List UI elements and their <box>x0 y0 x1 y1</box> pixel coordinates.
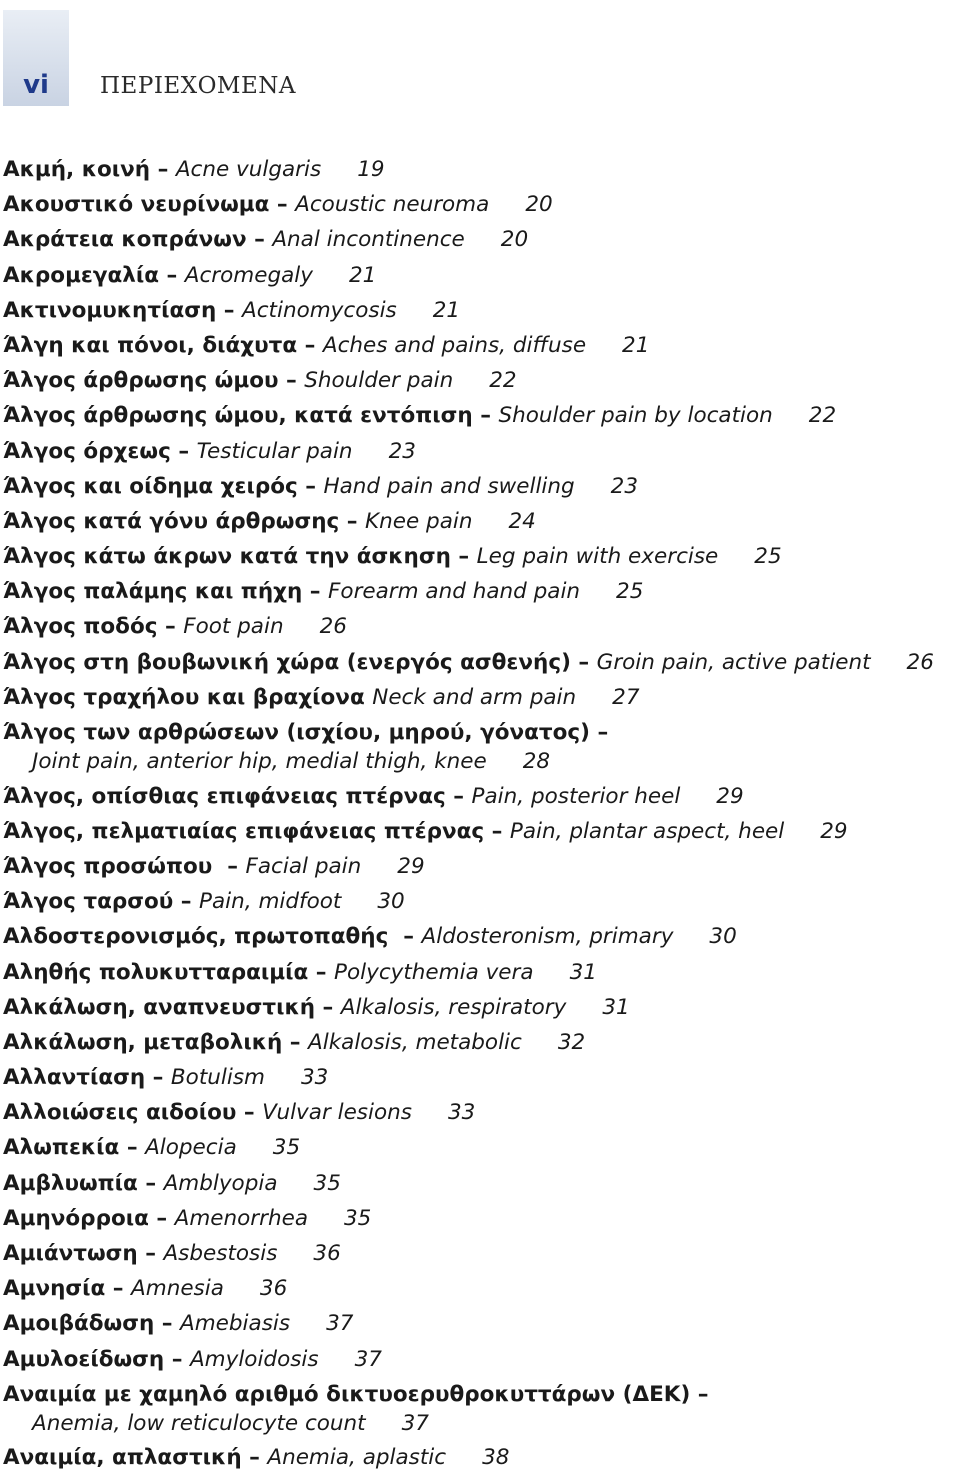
toc-page-number: 36 <box>259 1276 288 1302</box>
toc-page-number: 32 <box>557 1029 586 1055</box>
toc-english-title: Shoulder pain by location <box>498 403 773 429</box>
toc-page-number: 25 <box>616 579 644 605</box>
toc-greek-title: Άλγος, πελματιαίας επιφάνειας πτέρνας <box>3 818 485 844</box>
toc-separator: – <box>308 959 335 985</box>
toc-entry[interactable] <box>3 1098 960 1133</box>
toc-greek-title: Αληθής πολυκυτταραιμία <box>3 959 309 985</box>
toc-english-title: Anemia, low reticulocyte count <box>32 1410 366 1436</box>
toc-english-title: Hand pain and swelling <box>323 473 575 499</box>
toc-english-title: Facial pain <box>245 853 362 879</box>
toc-separator: – <box>154 1311 181 1337</box>
toc-entry[interactable] <box>3 1345 960 1380</box>
toc-page-number: 19 <box>357 157 385 182</box>
toc-entry[interactable] <box>3 331 960 366</box>
toc-entry[interactable] <box>3 1204 960 1239</box>
toc-page-number: 31 <box>602 994 630 1020</box>
toc-greek-title: Άλγος κάτω άκρων κατά την άσκηση <box>3 544 451 570</box>
toc-greek-title: Αναιμία, απλαστική <box>3 1445 242 1471</box>
toc-separator: – <box>236 1100 263 1126</box>
toc-greek-title: Άλγος ταρσού <box>3 889 174 915</box>
toc-separator: – <box>282 1029 309 1055</box>
toc-english-title: Alopecia <box>145 1135 237 1161</box>
toc-entry[interactable] <box>3 1274 960 1309</box>
toc-entry[interactable] <box>3 1309 960 1344</box>
toc-entry[interactable] <box>3 612 960 647</box>
toc-greek-title: Ακμή, κοινή <box>3 157 151 182</box>
toc-greek-title: Άλγος τραχήλου και βραχίονα <box>3 684 365 710</box>
toc-separator: – <box>445 783 472 809</box>
toc-separator: – <box>164 1346 190 1372</box>
toc-greek-title: Άλγος κατά γόνυ άρθρωσης <box>3 508 340 534</box>
toc-greek-title: Αλλαντίαση <box>3 1065 146 1091</box>
toc-entry[interactable] <box>3 683 960 718</box>
toc-english-title: Amyloidosis <box>189 1346 319 1372</box>
toc-greek-title: Αμβλυωπία <box>3 1170 138 1196</box>
toc-entry[interactable] <box>3 507 960 542</box>
toc-greek-title: Αλδοστερονισμός, πρωτοπαθής <box>3 924 389 950</box>
toc-entry[interactable] <box>3 1239 960 1274</box>
toc-page-number: 37 <box>354 1346 382 1372</box>
page-number-tab <box>3 10 69 106</box>
toc-page-number: 27 <box>612 684 640 710</box>
toc-english-title: Asbestosis <box>163 1241 278 1267</box>
toc-english-title: Joint pain, anterior hip, medial thigh, knee <box>32 749 487 774</box>
toc-english-title: Polycythemia vera <box>334 959 534 985</box>
toc-separator: – <box>137 1241 164 1267</box>
toc-greek-title: Ακρομεγαλία <box>3 262 160 288</box>
toc-separator: – <box>690 1381 709 1407</box>
toc-entry[interactable] <box>3 922 960 957</box>
toc-separator: – <box>450 544 477 570</box>
toc-entry[interactable] <box>3 1063 960 1098</box>
toc-entry[interactable] <box>3 296 960 331</box>
toc-separator: – <box>212 853 246 879</box>
toc-english-title: Aldosteronism, primary <box>421 924 674 950</box>
toc-separator: – <box>148 1205 175 1231</box>
toc-greek-title: Άλγος όρχεως <box>3 438 171 464</box>
toc-separator: – <box>388 924 422 950</box>
toc-greek-title: Άλγη και πόνοι, διάχυτα <box>3 332 298 358</box>
toc-entry[interactable] <box>3 648 960 683</box>
toc-greek-title: Άλγος στη βουβωνική χώρα (ενεργός ασθενής) <box>3 649 571 675</box>
toc-page-number: 30 <box>377 889 405 915</box>
toc-entry[interactable] <box>3 1028 960 1063</box>
toc-page-number: 22 <box>489 368 517 394</box>
toc-greek-title: Αμοιβάδωση <box>3 1311 155 1337</box>
toc-page-number: 29 <box>716 783 744 809</box>
toc-page-number: 37 <box>401 1410 429 1436</box>
toc-entry[interactable] <box>3 577 960 612</box>
toc-page-number: 23 <box>610 473 639 499</box>
toc-greek-title: Άλγος παλάμης και πήχη <box>3 579 303 605</box>
toc-greek-title: Αλωπεκία <box>3 1135 120 1161</box>
toc-greek-title: Αλκάλωση, αναπνευστική <box>3 994 316 1020</box>
toc-english-title: Amenorrhea <box>174 1205 308 1231</box>
toc-english-title: Alkalosis, metabolic <box>308 1029 522 1055</box>
toc-english-title: Knee pain <box>365 508 473 534</box>
toc-separator: – <box>302 579 329 605</box>
toc-page-number: 38 <box>482 1445 510 1471</box>
toc-english-title: Neck and arm pain <box>372 684 577 710</box>
toc-separator: – <box>159 262 185 288</box>
toc-entry[interactable] <box>3 261 960 296</box>
toc-separator: – <box>570 649 597 675</box>
toc-separator: – <box>297 473 324 499</box>
toc-separator: – <box>170 438 197 464</box>
toc-greek-title: Αλλοιώσεις αιδοίου <box>3 1100 237 1126</box>
toc-greek-title: Αμυλοείδωση <box>3 1346 165 1372</box>
toc-english-title: Groin pain, active patient <box>596 649 871 675</box>
toc-page-number: 21 <box>432 297 461 323</box>
toc-separator: – <box>269 192 296 218</box>
toc-entry[interactable] <box>3 437 960 472</box>
toc-entry[interactable] <box>3 1443 960 1478</box>
toc-english-title: Vulvar lesions <box>262 1100 412 1126</box>
toc-page-number: 26 <box>319 614 347 640</box>
toc-english-title: Testicular pain <box>196 438 353 464</box>
toc-entry[interactable] <box>3 1380 960 1444</box>
toc-page-number: 36 <box>313 1241 341 1267</box>
toc-separator: – <box>339 508 366 534</box>
toc-page-number: 31 <box>569 959 597 985</box>
toc-page-number: 20 <box>525 192 553 218</box>
toc-english-title: Shoulder pain <box>304 368 454 394</box>
toc-greek-title: Ακτινομυκητίαση <box>3 297 217 323</box>
toc-english-title: Pain, posterior heel <box>471 783 681 809</box>
toc-entry[interactable] <box>3 852 960 887</box>
toc-english-title: Pain, midfoot <box>199 889 342 915</box>
toc-greek-title: Άλγος άρθρωσης ώμου <box>3 368 279 394</box>
toc-greek-title: Άλγος, οπίσθιας επιφάνειας πτέρνας <box>3 783 446 809</box>
toc-english-title: Anal incontinence <box>272 227 465 253</box>
toc-separator: – <box>145 1065 171 1091</box>
toc-page-number: 26 <box>906 649 934 675</box>
toc-english-title: Foot pain <box>183 614 284 640</box>
toc-english-title: Botulism <box>170 1065 265 1091</box>
toc-entry[interactable] <box>3 401 960 436</box>
toc-separator: – <box>472 403 499 429</box>
toc-separator: – <box>137 1170 164 1196</box>
toc-english-title: Amebiasis <box>180 1311 291 1337</box>
toc-entry[interactable] <box>3 958 960 993</box>
toc-entry[interactable] <box>3 542 960 577</box>
toc-page-number: 22 <box>808 403 837 429</box>
toc-page-number: 21 <box>349 262 377 288</box>
toc-separator: – <box>173 889 200 915</box>
toc-entry[interactable] <box>3 718 960 782</box>
toc-separator: – <box>246 227 273 253</box>
toc-greek-title: Αλκάλωση, μεταβολική <box>3 1029 283 1055</box>
toc-entry[interactable] <box>3 817 960 852</box>
toc-separator: – <box>484 818 510 844</box>
toc-greek-title: Άλγος προσώπου <box>3 853 213 879</box>
toc-english-title: Actinomycosis <box>242 297 397 323</box>
toc-entry[interactable] <box>3 366 960 401</box>
toc-page-number: 28 <box>522 749 551 774</box>
toc-entry[interactable] <box>3 225 960 260</box>
toc-page-number: 33 <box>447 1100 476 1126</box>
toc-page-number: 30 <box>709 924 737 950</box>
toc-greek-title: Αμιάντωση <box>3 1241 138 1267</box>
toc-separator: – <box>315 994 341 1020</box>
toc-english-title: Acoustic neuroma <box>295 192 490 218</box>
toc-english-title: Acromegaly <box>184 262 313 288</box>
toc-english-title: Leg pain with exercise <box>476 544 719 570</box>
toc-page-number: 23 <box>388 438 416 464</box>
toc-separator: – <box>105 1276 132 1302</box>
toc-greek-title: Αμηνόρροια <box>3 1205 149 1231</box>
toc-page-number: 35 <box>313 1170 341 1196</box>
toc-entry[interactable] <box>3 782 960 817</box>
toc-page-number: 25 <box>754 544 782 570</box>
toc-entry[interactable] <box>3 993 960 1028</box>
toc-greek-title: Αναιμία με χαμηλό αριθμό δικτυοερυθροκυττάρων (ΔΕΚ) <box>3 1381 691 1407</box>
toc-entry[interactable] <box>3 472 960 507</box>
toc-entry[interactable] <box>3 1133 960 1168</box>
toc-greek-title: Αμνησία <box>3 1276 106 1302</box>
toc-page-number: 29 <box>397 853 425 879</box>
toc-greek-title: Ακουστικό νευρίνωμα <box>3 192 270 218</box>
toc-english-title: Acne vulgaris <box>175 157 322 182</box>
toc-separator: – <box>278 368 305 394</box>
toc-greek-title: Ακράτεια κοπράνων <box>3 227 247 253</box>
toc-separator: – <box>241 1445 268 1471</box>
toc-page-number: 24 <box>508 508 536 534</box>
toc-entry[interactable] <box>3 1169 960 1204</box>
toc-separator: – <box>589 720 609 745</box>
toc-page-number: 20 <box>500 227 529 253</box>
toc-entry[interactable] <box>3 887 960 922</box>
toc-english-title: Forearm and hand pain <box>328 579 581 605</box>
page-number: vi <box>23 70 49 100</box>
toc-page-number: 33 <box>300 1065 329 1091</box>
toc-separator: – <box>150 157 176 182</box>
toc-page-number: 35 <box>272 1135 301 1161</box>
toc-separator: – <box>297 332 323 358</box>
toc-separator: – <box>216 297 243 323</box>
toc-greek-title: Άλγος ποδός <box>3 614 158 640</box>
toc-entry[interactable] <box>3 155 960 190</box>
page-title: ΠΕΡΙΕΧΟΜΕΝΑ <box>100 73 297 99</box>
table-of-contents <box>3 155 960 1479</box>
toc-separator: – <box>157 614 184 640</box>
toc-page-number: 21 <box>622 332 650 358</box>
toc-greek-title: Άλγος των αρθρώσεων (ισχίου, μηρού, γόνατος) <box>3 720 590 745</box>
toc-english-title: Aches and pains, diffuse <box>322 332 587 358</box>
toc-separator: – <box>119 1135 146 1161</box>
toc-english-title: Amnesia <box>131 1276 224 1302</box>
toc-page-number: 29 <box>820 818 848 844</box>
toc-english-title: Pain, plantar aspect, heel <box>509 818 785 844</box>
toc-entry[interactable] <box>3 190 960 225</box>
toc-greek-title: Άλγος άρθρωσης ώμου, κατά εντόπιση <box>3 403 473 429</box>
toc-english-title: Alkalosis, respiratory <box>340 994 567 1020</box>
toc-greek-title: Άλγος και οίδημα χειρός <box>3 473 298 499</box>
toc-page-number: 35 <box>344 1205 372 1231</box>
toc-english-title: Amblyopia <box>163 1170 278 1196</box>
toc-page-number: 37 <box>326 1311 354 1337</box>
toc-english-title: Anemia, aplastic <box>267 1445 447 1471</box>
